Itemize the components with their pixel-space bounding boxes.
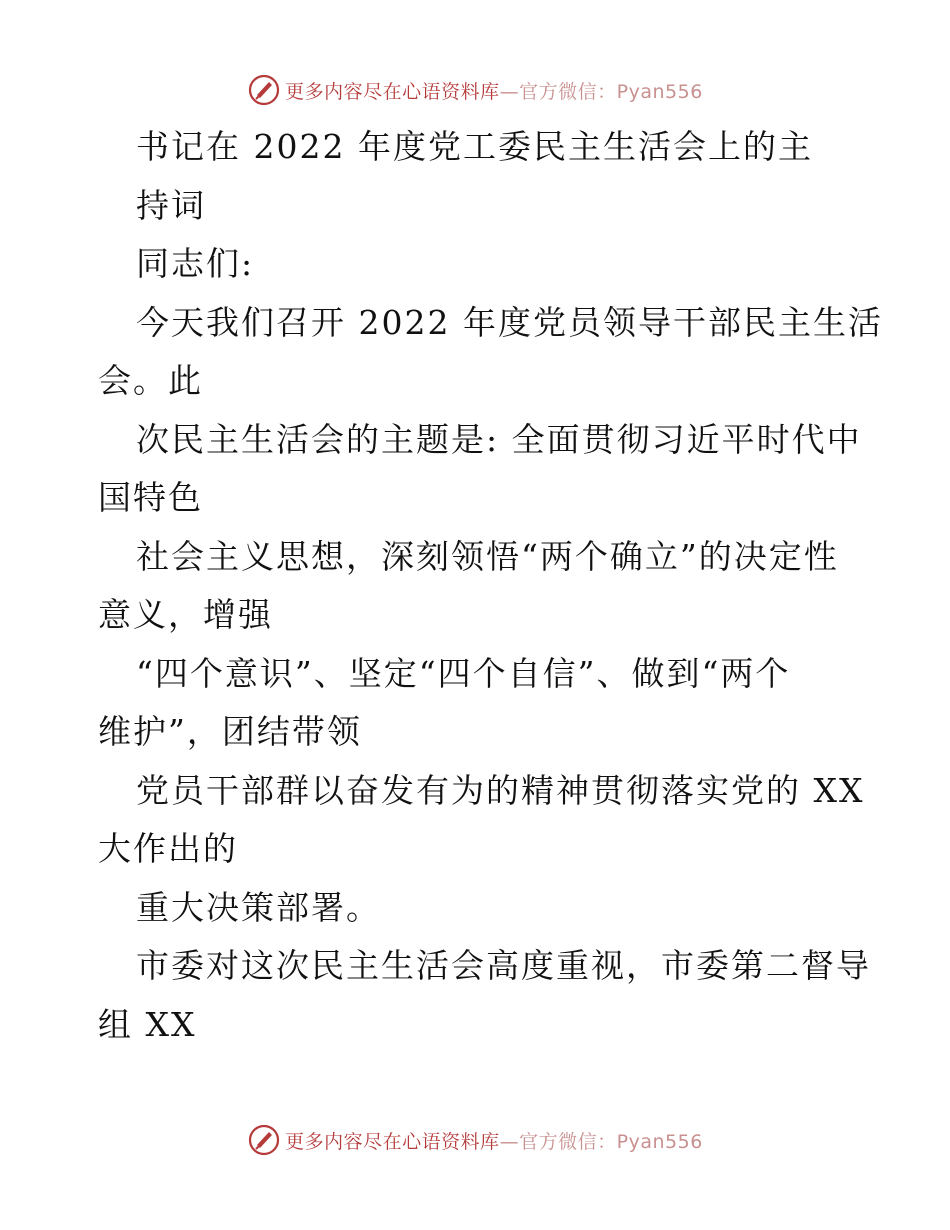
body-line-title: 书记在 2022 年度党工委民主生活会上的主: [136, 127, 813, 166]
body-line: 会。此: [98, 361, 203, 400]
body-line: 大作出的: [98, 829, 238, 868]
header-watermark-banner: [0, 70, 950, 110]
body-line: 国特色: [98, 478, 203, 517]
body-line: “四个意识”、坚定“四个自信”、做到“两个: [136, 653, 791, 693]
body-line: 维护”，团结带领: [98, 712, 362, 751]
footer-banner-sub-text: —官方微信：Pyan556: [499, 1130, 703, 1153]
header-banner-sub-text: —官方微信：Pyan556: [499, 80, 703, 103]
body-line: 次民主生活会的主题是: 全面贯彻习近平时代中: [136, 419, 862, 459]
body-line: 市委对这次民主生活会高度重视，市委第二督导: [136, 946, 871, 985]
document-body: [98, 118, 883, 1054]
header-banner-main-text: 更多内容尽在心语资料库: [285, 80, 500, 103]
body-line: 今天我们召开 2022 年度党员领导干部民主生活: [136, 302, 883, 342]
brand-logo-icon: [247, 1123, 281, 1157]
footer-banner-main-text: 更多内容尽在心语资料库: [285, 1130, 500, 1153]
body-line: 重大决策部署。: [136, 887, 381, 927]
body-line: 党员干部群以奋发有为的精神贯彻落实党的 XX: [136, 770, 865, 810]
brand-logo-icon: [247, 73, 281, 107]
body-line: 意义，增强: [98, 595, 273, 634]
body-line: 社会主义思想，深刻领悟“两个确立”的决定性: [136, 536, 839, 576]
body-line: 组 XX: [98, 1004, 197, 1044]
footer-watermark-banner: [0, 1120, 950, 1160]
body-line-title-cont: 持词: [136, 185, 206, 225]
body-line-salutation: 同志们:: [136, 244, 255, 283]
